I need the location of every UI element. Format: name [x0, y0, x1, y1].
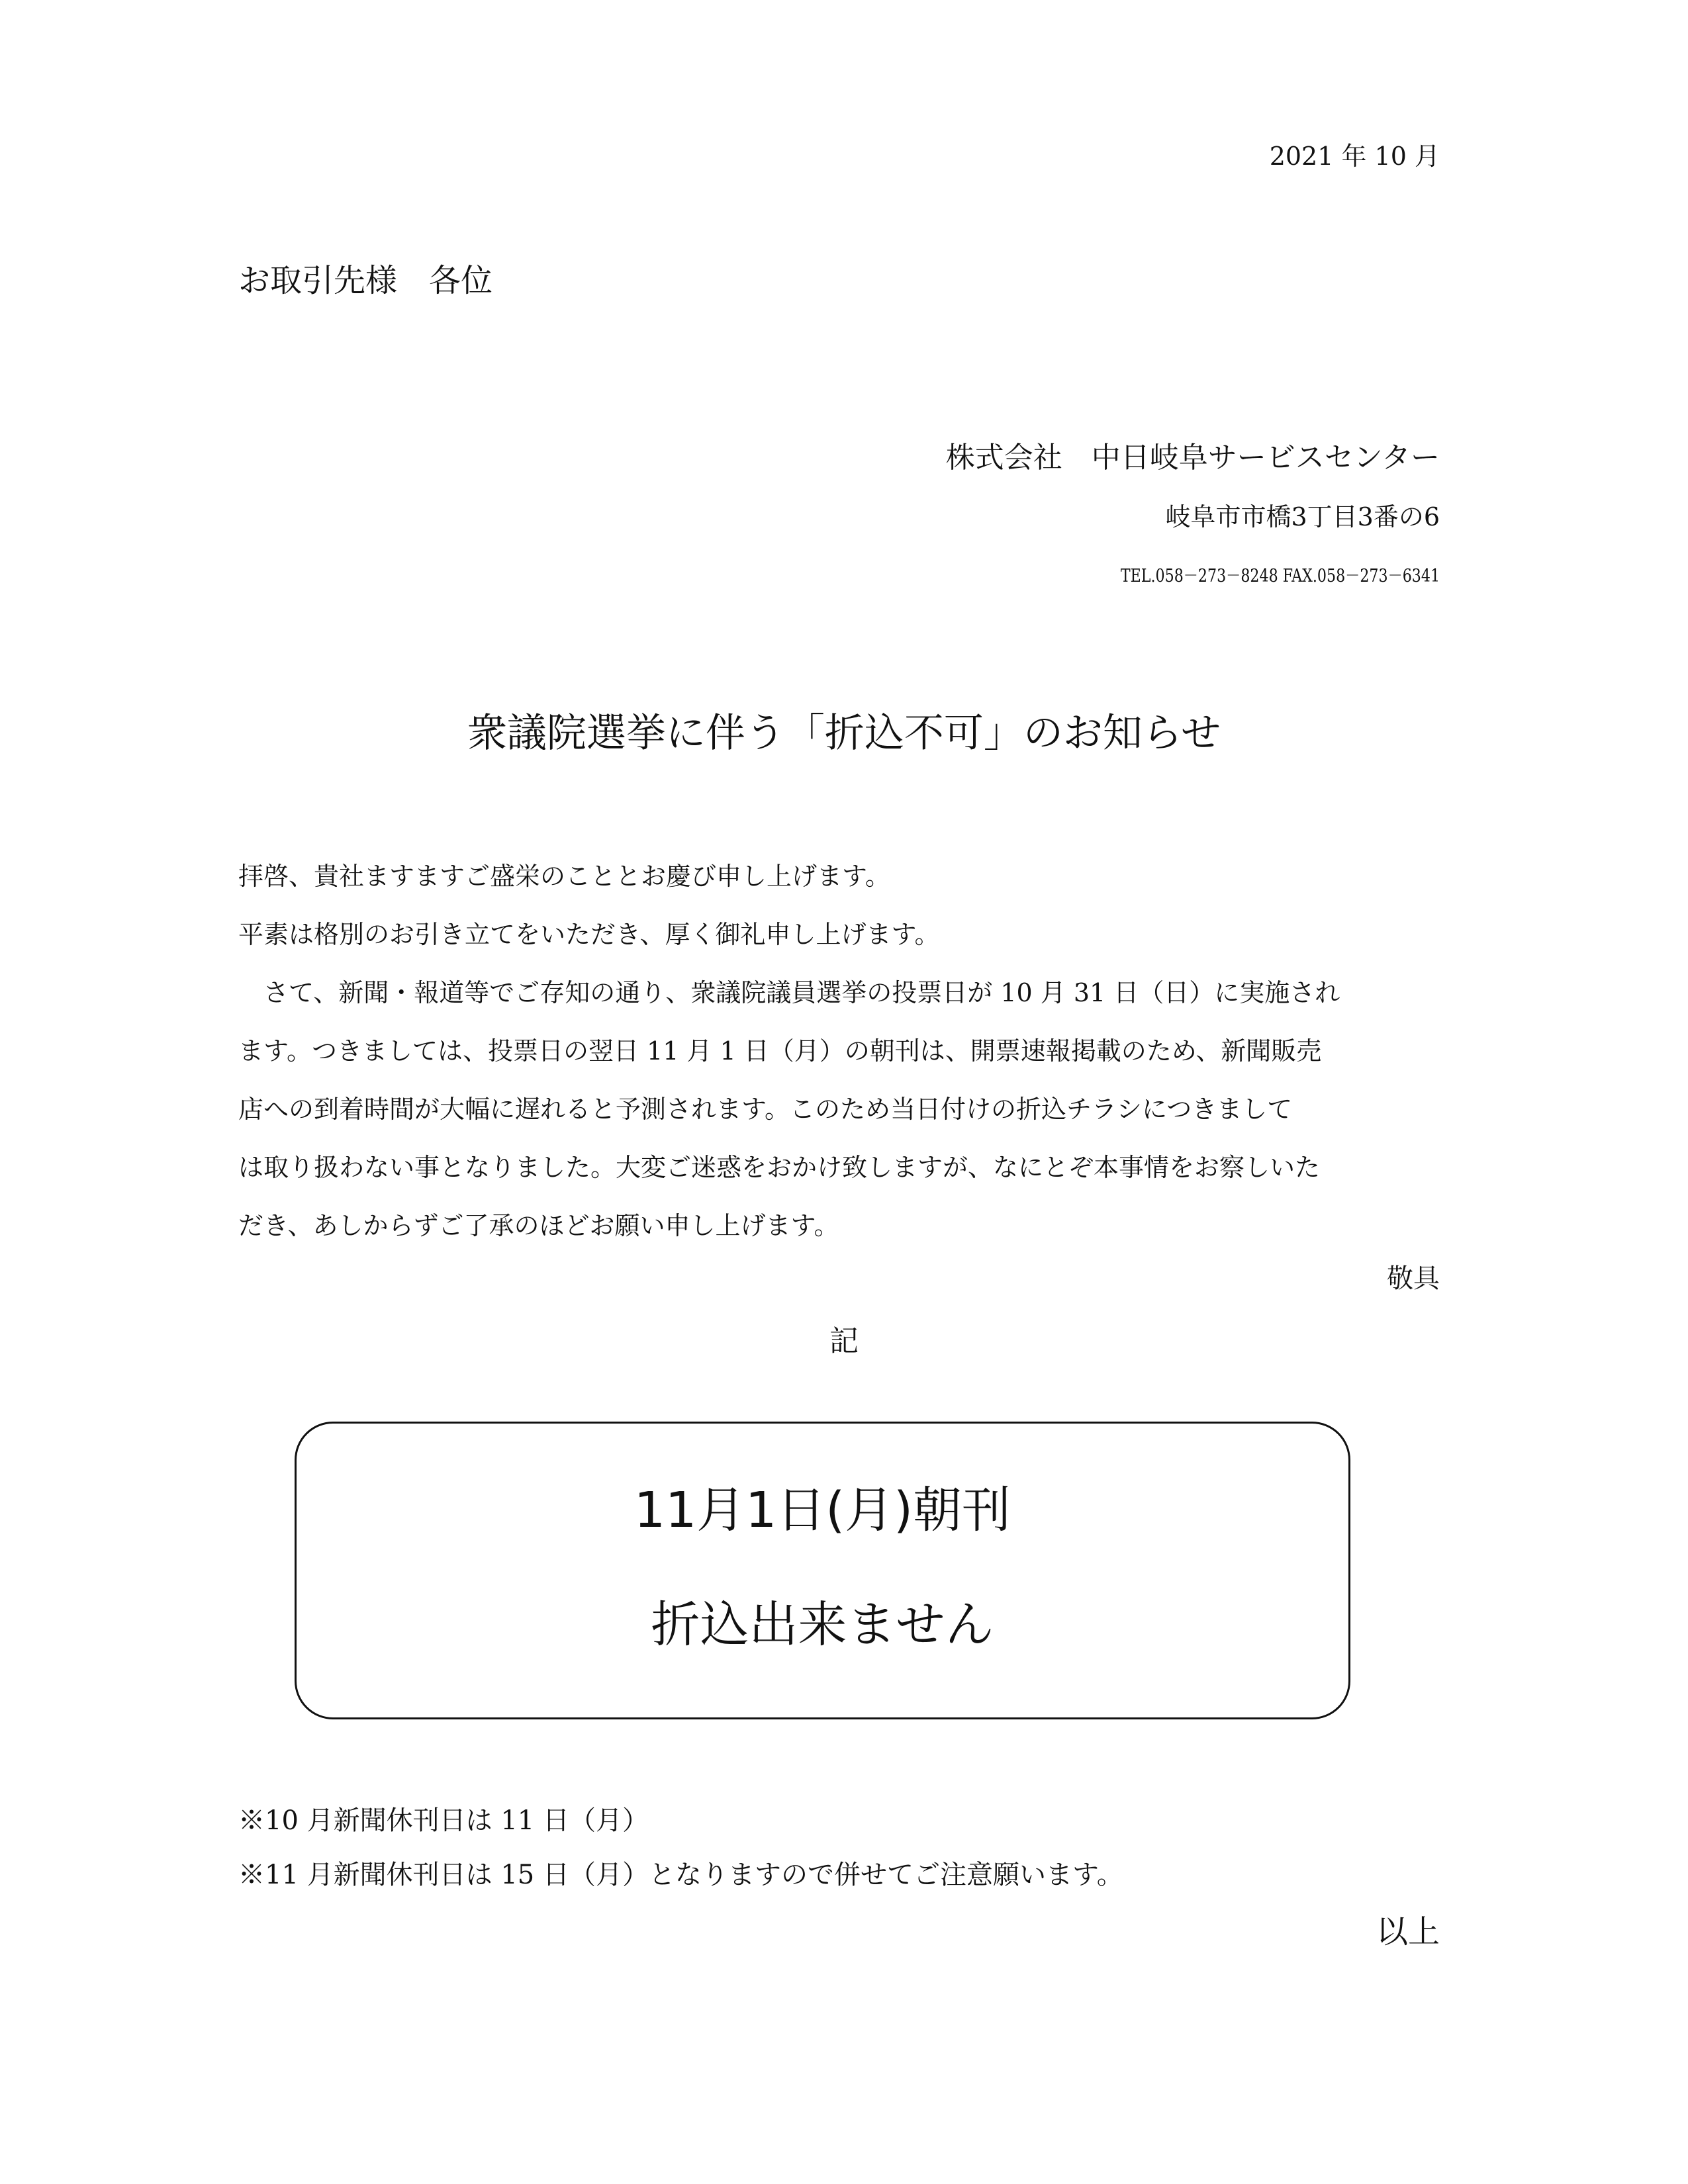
note-item: ※11 月新聞休刊日は 15 日（月）となりますので併せてご注意願います。 [238, 1860, 1123, 1890]
notice-message-line: 折込出来ません [651, 1596, 994, 1653]
ki-heading: 記 [829, 1324, 859, 1358]
notice-date-line: 11月1日(月)朝刊 [634, 1482, 1011, 1539]
notes-list [238, 1794, 1123, 1902]
body-line: 拝啓、貴社ますますご盛栄のこととお慶び申し上げます。 [238, 862, 890, 891]
recipient-line: お取引先様 各位 [238, 262, 493, 299]
body-line: だき、あしからずご了承のほどお願い申し上げます。 [238, 1211, 839, 1240]
body-line: 店への到着時間が大幅に遅れると予測されます。このため当日付けの折込チラシにつきまして [238, 1095, 1293, 1124]
closing-ijou: 以上 [1376, 1913, 1440, 1950]
sender-contact: TEL.058－273－8248 FAX.058－273－6341 [1120, 566, 1440, 586]
document-date: 2021 年 10 月 [1269, 142, 1440, 171]
closing-keigu: 敬具 [1387, 1263, 1440, 1294]
body-line: 平素は格別のお引き立てをいただき、厚く御礼申し上げます。 [238, 920, 940, 949]
sender-address: 岐阜市市橋3丁目3番の6 [1165, 502, 1440, 531]
body-line: さて、新聞・報道等でご存知の通り、衆議院議員選挙の投票日が 10 月 31 日（日）に実施され [238, 978, 1340, 1007]
document-title: 衆議院選挙に伴う「折込不可」のお知らせ [467, 710, 1221, 756]
notice-box [295, 1422, 1350, 1719]
note-item: ※10 月新聞休刊日は 11 日（月） [238, 1805, 649, 1836]
body-line: は取り扱わない事となりました。大変ご迷惑をおかけ致しますが、なにとぞ本事情をお察しいた [238, 1153, 1321, 1182]
sender-company: 株式会社 中日岐阜サービスセンター [945, 441, 1440, 475]
body-line: ます。つきましては、投票日の翌日 11 月 1 日（月）の朝刊は、開票速報掲載のため、新聞販売 [238, 1036, 1322, 1066]
body-text [238, 847, 1443, 1255]
